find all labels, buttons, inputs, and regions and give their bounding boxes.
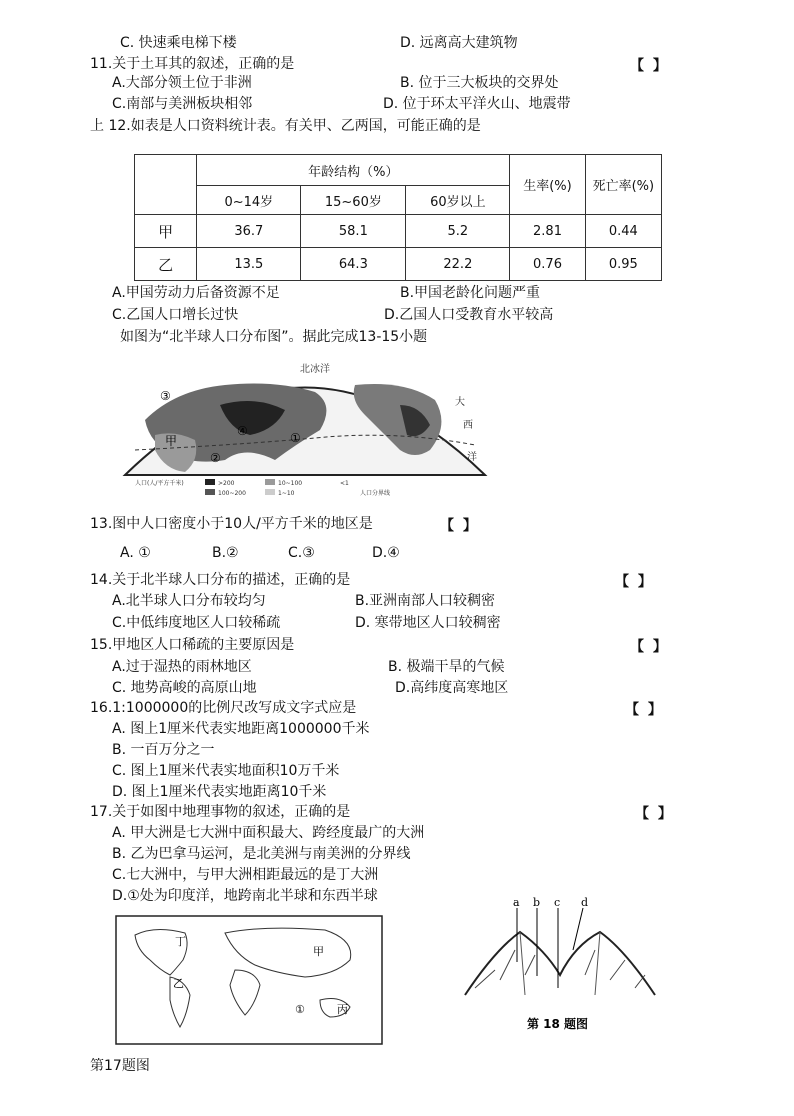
table-row [135, 248, 662, 281]
q16-answer-bracket: 【 】 [625, 702, 664, 718]
legend-boundary: 人口分界线 [360, 490, 391, 497]
continent-jia-label: 甲 [313, 945, 324, 958]
q17-stem: 17.关于如图中地理事物的叙述，正确的是 [90, 804, 351, 820]
q15-answer-bracket: 【 】 [630, 639, 669, 655]
q17-option-d: D.①处为印度洋，地跨南北半球和东西半球 [112, 888, 378, 904]
q12-option-a: A.甲国劳动力后备资源不足 [112, 285, 280, 301]
marker-3: ③ [160, 389, 171, 403]
point-c-label: c [554, 896, 561, 909]
q15-option-c: C. 地势高峻的高原山地 [112, 680, 257, 696]
intro-13-15: 如图为“北半球人口分布图”。据此完成13-15小题 [120, 329, 428, 345]
population-map [115, 350, 495, 500]
table-cell: 36.7 [197, 215, 301, 248]
q14-option-d: D. 寒带地区人口较稠密 [355, 615, 501, 631]
q13-stem: 13.图中人口密度小于10人/平方千米的地区是 [90, 516, 373, 532]
legend-100-200: 100~200 [218, 490, 246, 497]
q10-option-d: D. 远离高大建筑物 [400, 35, 518, 51]
q11-option-a: A.大部分领土位于非洲 [112, 75, 252, 91]
q16-option-c: C. 图上1厘米代表实地面积10万千米 [112, 763, 340, 779]
continent-bing-label: 丙 [337, 1003, 348, 1016]
q13-answer-bracket: 【 】 [440, 518, 479, 534]
q12-option-b: B.甲国老龄化问题严重 [400, 285, 541, 301]
q14-stem: 14.关于北半球人口分布的描述，正确的是 [90, 572, 351, 588]
atlantic-label-yang: 洋 [467, 452, 477, 463]
q15-option-b: B. 极端干旱的气候 [388, 659, 505, 675]
world-map [115, 915, 383, 1045]
marker-1: ① [290, 431, 301, 445]
q12-option-d: D.乙国人口受教育水平较高 [384, 307, 554, 323]
q13-option-c: C.③ [288, 545, 315, 561]
q11-option-b: B. 位于三大板块的交界处 [400, 75, 559, 91]
q16-option-b: B. 一百万分之一 [112, 742, 215, 758]
q16-option-a: A. 图上1厘米代表实地距离1000000千米 [112, 721, 370, 737]
q14-answer-bracket: 【 】 [615, 574, 654, 590]
q10-option-c: C. 快速乘电梯下楼 [120, 35, 237, 51]
q15-option-d: D.高纬度高寒地区 [395, 680, 509, 696]
population-map-figure [115, 350, 495, 500]
legend-swatch-medium [265, 479, 275, 485]
table-cell: 58.1 [301, 215, 406, 248]
point-a-label: a [513, 896, 520, 909]
age-60-plus-header: 60岁以上 [406, 186, 510, 215]
table-cell: 13.5 [197, 248, 301, 281]
legend-gt200: >200 [218, 480, 235, 487]
legend-10-100: 10~100 [278, 480, 303, 487]
table-cell: 2.81 [510, 215, 585, 248]
legend-swatch-high [205, 489, 215, 495]
q17-option-a: A. 甲大洲是七大洲中面积最大、跨经度最广的大洲 [112, 825, 425, 841]
continent-ding-label: 丁 [175, 935, 186, 948]
q15-stem: 15.甲地区人口稀疏的主要原因是 [90, 637, 295, 653]
q17-option-b: B. 乙为巴拿马运河，是北美洲与南美洲的分界线 [112, 846, 411, 862]
world-map-figure [115, 915, 383, 1045]
q11-stem: 11.关于土耳其的叙述，正确的是 [90, 56, 295, 72]
mountain-diagram [455, 880, 665, 1040]
population-table [134, 154, 662, 281]
table-cell: 0.76 [510, 248, 585, 281]
legend-swatch-dense [205, 479, 215, 485]
age-0-14-header: 0~14岁 [197, 186, 301, 215]
legend-swatch-low [265, 489, 275, 495]
map-legend [135, 479, 390, 497]
q16-option-d: D. 图上1厘米代表实地距离10千米 [112, 784, 327, 800]
marker-2: ② [210, 451, 221, 465]
country-cell: 乙 [135, 248, 197, 281]
legend-lt1: <1 [340, 480, 349, 487]
atlantic-label-xi: 西 [463, 420, 473, 431]
ocean-one-label: ① [295, 1003, 305, 1016]
point-b-label: b [533, 896, 541, 909]
arctic-ocean-label: 北冰洋 [300, 364, 330, 375]
q13-option-a: A. ① [120, 545, 151, 561]
q15-option-a: A.过于湿热的雨林地区 [112, 659, 252, 675]
q11-option-c: C.南部与美洲板块相邻 [112, 96, 253, 112]
death-rate-header: 死亡率(%) [585, 155, 661, 215]
q17-option-c: C.七大洲中，与甲大洲相距最远的是丁大洲 [112, 867, 379, 883]
marker-4: ④ [237, 424, 248, 438]
table-cell: 5.2 [406, 215, 510, 248]
q13-option-d: D.④ [372, 545, 400, 561]
q14-option-c: C.中低纬度地区人口较稀疏 [112, 615, 281, 631]
point-d-label: d [581, 896, 589, 909]
table-cell: 22.2 [406, 248, 510, 281]
table-row [135, 215, 662, 248]
table-cell: 0.44 [585, 215, 661, 248]
q12-option-c: C.乙国人口增长过快 [112, 307, 239, 323]
birth-rate-header: 生率(%) [510, 155, 585, 215]
table-corner-cell [135, 155, 197, 215]
age-structure-header: 年龄结构（%） [197, 155, 510, 186]
q16-stem: 16.1:1000000的比例尺改写成文字式应是 [90, 700, 357, 716]
q17-answer-bracket: 【 】 [635, 806, 674, 822]
q12-stem: 上 12.如表是人口资料统计表。有关甲、乙两国，可能正确的是 [90, 118, 481, 134]
q18-figure [455, 880, 665, 1040]
canal-yi-label: 乙 [173, 977, 184, 990]
country-cell: 甲 [135, 215, 197, 248]
region-jia-label: 甲 [165, 434, 178, 448]
atlantic-label-da: 大 [455, 397, 465, 408]
q13-option-b: B.② [212, 545, 239, 561]
q14-option-a: A.北半球人口分布较均匀 [112, 593, 266, 609]
table-cell: 64.3 [301, 248, 406, 281]
q11-answer-bracket: 【 】 [630, 58, 669, 74]
table-cell: 0.95 [585, 248, 661, 281]
q18-figure-caption: 第 18 题图 [527, 1017, 589, 1031]
legend-title: 人口(人/平方千米) [135, 480, 184, 487]
q11-option-d: D. 位于环太平洋火山、地震带 [383, 96, 571, 112]
legend-1-10: 1~10 [278, 490, 295, 497]
q17-figure-caption: 第17题图 [90, 1058, 150, 1074]
q14-option-b: B.亚洲南部人口较稠密 [355, 593, 496, 609]
age-15-60-header: 15~60岁 [301, 186, 406, 215]
